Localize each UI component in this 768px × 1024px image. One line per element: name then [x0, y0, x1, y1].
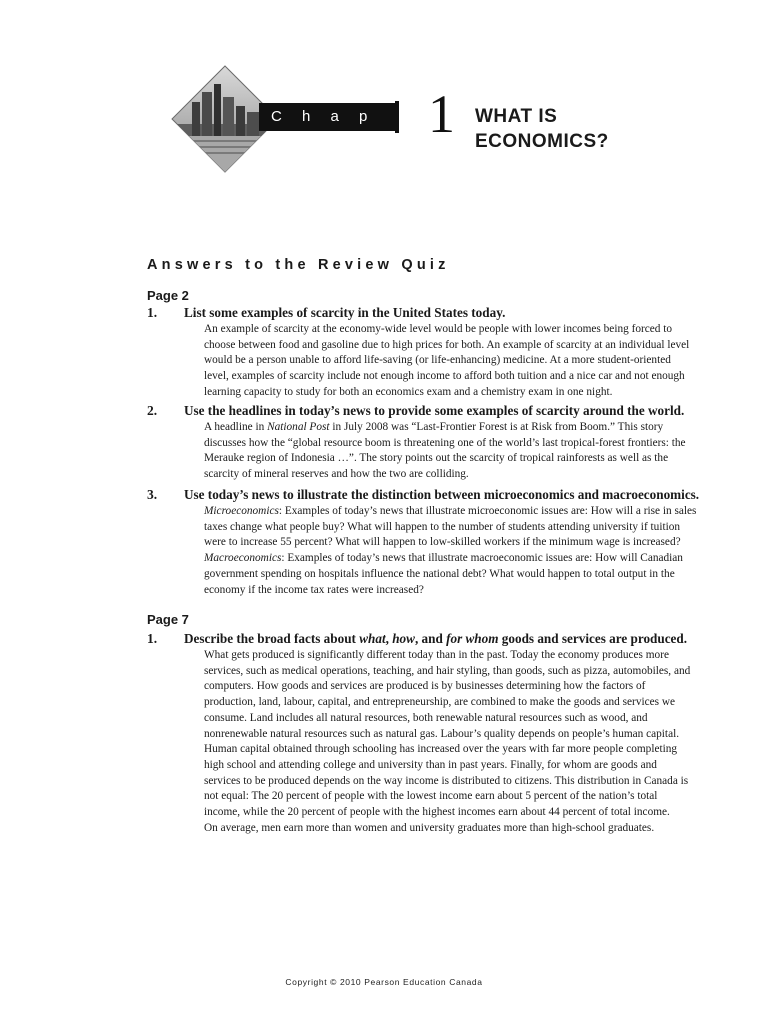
publication-title: National Post — [267, 421, 330, 433]
question-number: 3. — [147, 487, 158, 502]
question-number: 1. — [147, 305, 158, 320]
answer-line: economy if the income tax rates were increased? — [204, 583, 424, 596]
answer-line: consume. Land includes all natural resources, both renewable natural resources such as wood, and — [204, 711, 648, 724]
answer-line: A headline in National Post in July 2008 was “Last-Frontier Forest is at Risk from Boom.” This story — [204, 421, 664, 433]
answer-line: would be a person unable to afford life-saving (or life-enhancing) medicine. At a more student-oriented — [204, 354, 671, 367]
answer-text — [204, 648, 734, 836]
answer-line: services to be produced depends on the way income is distributed to citizens. This distribution in Canada is — [204, 774, 689, 787]
page-label: Page 2 — [147, 288, 189, 303]
chapter-title — [475, 104, 695, 154]
answer-line: An example of scarcity at the economy-wide level would be people with lower incomes being forced to — [204, 323, 673, 335]
chapter-title-line2: ECONOMICS? — [475, 131, 609, 152]
answer-line: computers. How goods and services are produced is by businesses determining how the factors of — [204, 680, 646, 693]
chapter-number: 1 — [428, 84, 455, 144]
copyright-footer: Copyright © 2010 Pearson Education Canada — [285, 977, 483, 987]
answer-line: discusses how the “global resource boom is threatening one of the world’s last tropical-forest frontiers: the — [204, 436, 686, 449]
micro-label: Microeconomics — [204, 505, 279, 517]
question-text: Describe the broad facts about what, how, and for whom goods and services are produced. — [184, 631, 688, 646]
section-heading: Answers to the Review Quiz — [147, 257, 450, 273]
question-text: List some examples of scarcity in the United States today. — [184, 305, 506, 320]
question-number: 2. — [147, 403, 158, 418]
answer-line: high school and attending college and university than in past years. Finally, for whom are goods and — [204, 758, 657, 771]
answer-line: On average, men earn more than women and university graduates more than high-school graduates. — [204, 821, 655, 834]
page-label: Page 7 — [147, 612, 189, 627]
question-number: 1. — [147, 631, 158, 646]
answer-line: Merauke region of Indonesia …”. The story points out the scarcity of tropical rainforests as well as the — [204, 452, 669, 465]
answer-line: choose between food and gasoline due to high prices for both. An example of scarcity at an individual level — [204, 338, 690, 351]
answer-line: What gets produced is significantly different today than in the past. Today the economy produces more — [204, 649, 669, 661]
macro-label: Macroeconomics — [204, 552, 282, 565]
answer-line: taxes change what people buy? What will happen to the number of students attending university if tuition — [204, 520, 681, 533]
answer-text — [204, 420, 734, 483]
chapter-title-line1: WHAT IS — [475, 106, 558, 127]
answer-line: level, examples of scarcity include not enough income to afford both tuition and a nice car and not enough — [204, 370, 685, 383]
answer-line: Macroeconomics: Examples of today’s news that illustrate macroeconomic issues are: How will Canadian — [204, 552, 683, 565]
chapter-bar-edge — [395, 101, 399, 133]
answer-line: nonrenewable natural resources such as natural gas. Labour’s quality depends on people’s human capital. — [204, 727, 680, 740]
answer-line: were to increase 55 percent? What will happen to low-skilled workers if the minimum wage is increased? — [204, 536, 681, 549]
answer-line: not equal: The 20 percent of people with the lowest income earn about 5 percent of the nation’s total — [204, 790, 658, 803]
answer-text — [204, 322, 734, 401]
question-text: Use today’s news to illustrate the distinction between microeconomics and macroeconomics. — [184, 487, 700, 502]
chapter-label: C h a p t e r — [259, 103, 395, 131]
answer-line: income, while the 20 percent of people with the highest incomes earn about 44 percent of total income. — [204, 806, 670, 819]
question-text: Use the headlines in today’s news to provide some examples of scarcity around the world. — [184, 403, 685, 418]
answer-line: learning capacity to study for both an economics exam and a chemistry exam in one night. — [204, 385, 613, 398]
answer-text — [204, 504, 734, 598]
answer-line: Microeconomics: Examples of today’s news that illustrate microeconomic issues are: How will a rise in sales — [204, 505, 697, 517]
answer-line: scarcity of mineral reserves and how the two are colliding. — [204, 468, 469, 481]
answer-line: government spending on hospitals influence the national debt? What would happen to total output in the — [204, 567, 675, 580]
answer-line: services, such as medical operations, teaching, and hair styling, than goods, such as pizza, automobiles, and — [204, 664, 691, 677]
answer-line: Human capital obtained through schooling has increased over the years with far more people completing — [204, 743, 678, 756]
answer-line: production, land, labour, capital, and entrepreneurship, are combined to make the goods and services we — [204, 696, 676, 709]
